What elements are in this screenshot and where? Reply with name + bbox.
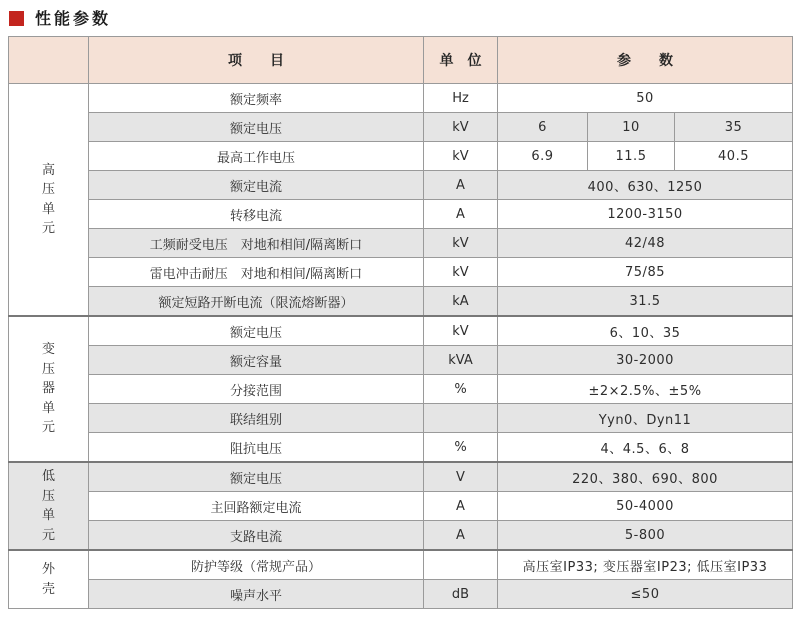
header-row <box>9 37 793 84</box>
row-value-cell: 50 <box>498 84 793 113</box>
row-item-cell: 额定频率 <box>89 84 424 113</box>
row-item-cell: 噪声水平 <box>89 580 424 609</box>
row-item-cell: 额定短路开断电流（限流熔断器） <box>89 287 424 317</box>
row-unit-cell: A <box>424 200 498 229</box>
row-value-cell: 400、630、1250 <box>498 171 793 200</box>
row-value-cell: 40.5 <box>675 142 793 171</box>
group-label-cell <box>9 84 89 317</box>
row-item-cell: 阻抗电压 <box>89 433 424 463</box>
table-row <box>9 316 793 346</box>
row-unit-cell: kV <box>424 113 498 142</box>
row-item-cell: 额定电压 <box>89 316 424 346</box>
row-item-cell: 联结组别 <box>89 404 424 433</box>
row-unit-cell: A <box>424 492 498 521</box>
row-value-cell: 4、4.5、6、8 <box>498 433 793 463</box>
row-value-cell: 35 <box>675 113 793 142</box>
table-row <box>9 404 793 433</box>
row-value-cell: 6.9 <box>498 142 588 171</box>
table-row <box>9 492 793 521</box>
table-row <box>9 346 793 375</box>
row-unit-cell: V <box>424 462 498 492</box>
row-value-cell: 10 <box>588 113 675 142</box>
row-value-cell: 1200-3150 <box>498 200 793 229</box>
group-label-cell <box>9 462 89 550</box>
row-item-cell: 额定电压 <box>89 113 424 142</box>
table-row <box>9 550 793 580</box>
row-unit-cell: kV <box>424 316 498 346</box>
row-unit-cell: % <box>424 433 498 463</box>
row-item-cell: 转移电流 <box>89 200 424 229</box>
table-row <box>9 229 793 258</box>
group-label-cell <box>9 316 89 462</box>
group-label-cell <box>9 550 89 609</box>
table-row <box>9 433 793 463</box>
row-unit-cell: A <box>424 171 498 200</box>
row-unit-cell <box>424 404 498 433</box>
table-row <box>9 171 793 200</box>
row-value-cell: ±2×2.5%、±5% <box>498 375 793 404</box>
row-value-cell: Yyn0、Dyn11 <box>498 404 793 433</box>
table-row <box>9 462 793 492</box>
row-value-cell: 42/48 <box>498 229 793 258</box>
row-unit-cell <box>424 550 498 580</box>
performance-parameters-table <box>8 36 793 609</box>
row-value-cell: 6 <box>498 113 588 142</box>
row-value-cell: 50-4000 <box>498 492 793 521</box>
row-item-cell: 主回路额定电流 <box>89 492 424 521</box>
row-value-cell: 11.5 <box>588 142 675 171</box>
row-item-cell: 最高工作电压 <box>89 142 424 171</box>
table-header <box>9 37 793 84</box>
row-item-cell: 额定容量 <box>89 346 424 375</box>
row-value-cell: 75/85 <box>498 258 793 287</box>
row-item-cell: 额定电流 <box>89 171 424 200</box>
table-row <box>9 84 793 113</box>
row-item-cell: 工频耐受电压 对地和相间/隔离断口 <box>89 229 424 258</box>
row-unit-cell: Hz <box>424 84 498 113</box>
red-square-bullet-icon <box>9 11 24 26</box>
section-title: 性能参数 <box>35 8 112 28</box>
group-label: 变压器单元 <box>41 342 55 436</box>
row-item-cell: 分接范围 <box>89 375 424 404</box>
header-unit: 单 位 <box>424 37 498 84</box>
table-row <box>9 287 793 317</box>
group-label: 高压单元 <box>41 162 55 236</box>
table-row <box>9 142 793 171</box>
row-item-cell: 额定电压 <box>89 462 424 492</box>
table-row <box>9 375 793 404</box>
header-param: 参 数 <box>498 37 793 84</box>
row-value-cell: 5-800 <box>498 521 793 551</box>
row-value-cell: 高压室IP33; 变压器室IP23; 低压室IP33 <box>498 550 793 580</box>
row-unit-cell: A <box>424 521 498 551</box>
row-item-cell: 防护等级（常规产品） <box>89 550 424 580</box>
section-title-bar <box>0 0 800 36</box>
row-value-cell: 31.5 <box>498 287 793 317</box>
row-unit-cell: kA <box>424 287 498 317</box>
header-item: 项 目 <box>89 37 424 84</box>
row-unit-cell: dB <box>424 580 498 609</box>
row-unit-cell: kV <box>424 258 498 287</box>
table-row <box>9 113 793 142</box>
row-item-cell: 雷电冲击耐压 对地和相间/隔离断口 <box>89 258 424 287</box>
table-row <box>9 521 793 551</box>
row-unit-cell: kV <box>424 142 498 171</box>
group-label: 低压单元 <box>41 469 55 543</box>
table-row <box>9 580 793 609</box>
header-group-empty-cell <box>9 37 89 84</box>
row-value-cell: 30-2000 <box>498 346 793 375</box>
table-row <box>9 258 793 287</box>
row-value-cell: ≤50 <box>498 580 793 609</box>
row-item-cell: 支路电流 <box>89 521 424 551</box>
row-value-cell: 220、380、690、800 <box>498 462 793 492</box>
row-unit-cell: kV <box>424 229 498 258</box>
row-value-cell: 6、10、35 <box>498 316 793 346</box>
row-unit-cell: % <box>424 375 498 404</box>
group-label: 外壳 <box>41 562 55 597</box>
row-unit-cell: kVA <box>424 346 498 375</box>
table-row <box>9 200 793 229</box>
